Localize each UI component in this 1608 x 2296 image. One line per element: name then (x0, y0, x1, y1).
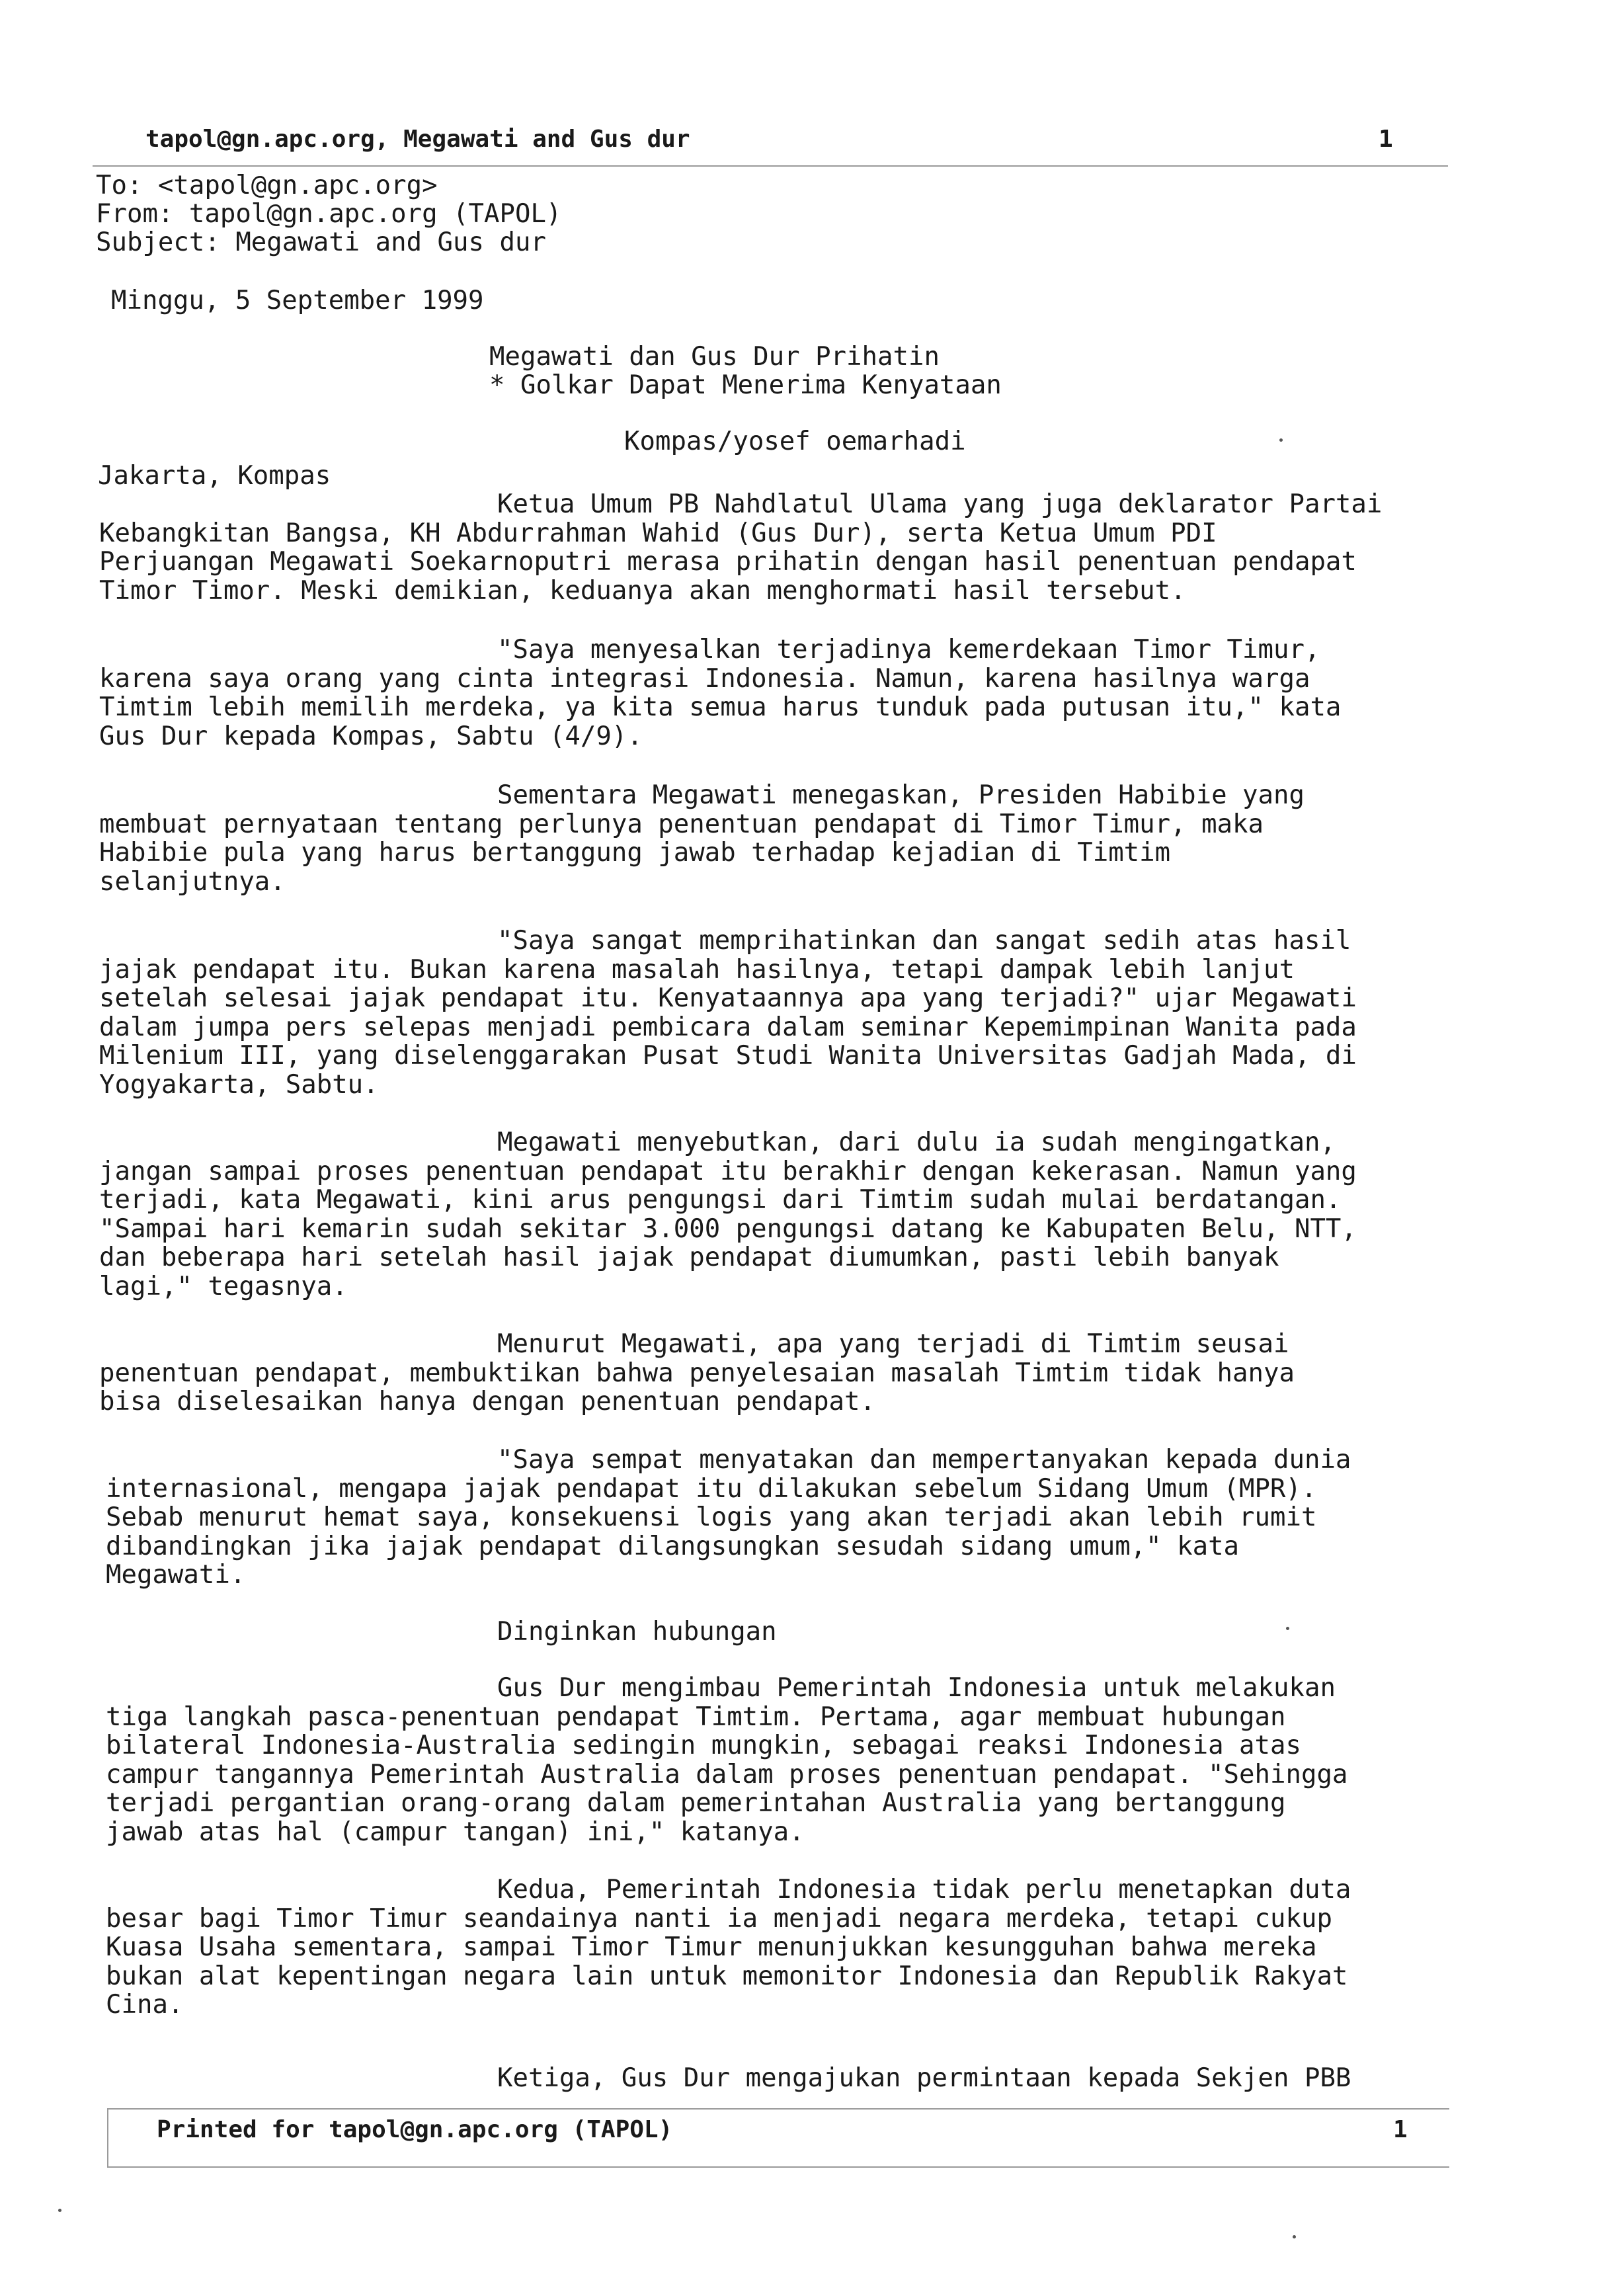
paragraph-line: dan beberapa hari setelah hasil jajak pendapat diumumkan, pasti lebih banyak (99, 1243, 1279, 1272)
paragraph-first-line: Ketiga, Gus Dur mengajukan permintaan kepada Sekjen PBB (497, 2063, 1351, 2093)
paragraph-line: jajak pendapat itu. Bukan karena masalah hasilnya, tetapi dampak lebih lanjut (99, 954, 1295, 985)
paragraph-line: Timtim lebih memilih merdeka, ya kita semua harus tunduk pada putusan itu," kata (99, 692, 1342, 722)
paragraph-line: "Sampai hari kemarin sudah sekitar 3.000 pengungsi datang ke Kabupaten Belu, NTT, (99, 1213, 1357, 1244)
header-page-number: 1 (1379, 126, 1393, 153)
paragraph-line: terjadi, kata Megawati, kini arus pengungsi dari Timtim sudah mulai berdatangan. (99, 1185, 1342, 1215)
paragraph-line: Milenium III, yang diselenggarakan Pusat Studi Wanita Universitas Gadjah Mada, di (99, 1041, 1357, 1071)
header-rule (93, 165, 1448, 167)
footer-bracket (107, 2108, 108, 2168)
paragraph-line: campur tangannya Pemerintah Australia dalam proses penentuan pendapat. "Sehingga (106, 1759, 1348, 1789)
paragraph-line: penentuan pendapat, membuktikan bahwa penyelesaian masalah Timtim tidak hanya (99, 1358, 1295, 1388)
paragraph-line: membuat pernyataan tentang perlunya penentuan pendapat di Timor Timur, maka (99, 809, 1264, 839)
paragraph-line: Megawati. (106, 1560, 246, 1590)
subheadline: * Golkar Dapat Menerima Kenyataan (489, 370, 1002, 400)
scan-speck (58, 2209, 61, 2212)
paragraph-line: jangan sampai proses penentuan pendapat itu berakhir dengan kekerasan. Namun yang (99, 1156, 1357, 1186)
paragraph-first-line: Ketua Umum PB Nahdlatul Ulama yang juga deklarator Partai (497, 489, 1383, 519)
paragraph-line: setelah selesai jajak pendapat itu. Kenyataannya apa yang terjadi?" ujar Megawati (99, 983, 1357, 1013)
paragraph-first-line: "Saya menyesalkan terjadinya kemerdekaan Timor Timur, (497, 635, 1320, 665)
footer-page-number: 1 (1393, 2116, 1408, 2143)
paragraph-first-line: Menurut Megawati, apa yang terjadi di Timtim seusai (497, 1329, 1289, 1359)
paragraph-line: Sebab menurut hemat saya, konsekuensi logis yang akan terjadi akan lebih rumit (106, 1502, 1317, 1532)
paragraph-first-line: "Saya sangat memprihatinkan dan sangat sedih atas hasil (497, 926, 1351, 956)
paragraph-first-line: "Saya sempat menyatakan dan mempertanyakan kepada dunia (497, 1445, 1351, 1475)
paragraph-line: tiga langkah pasca-penentuan pendapat Timtim. Pertama, agar membuat hubungan (106, 1702, 1286, 1732)
paragraph-first-line: Dinginkan hubungan (497, 1617, 777, 1647)
email-subject: Subject: Megawati and Gus dur (96, 227, 546, 257)
paragraph-line: Kuasa Usaha sementara, sampai Timor Timur menunjukkan kesungguhan bahwa mereka (106, 1932, 1317, 1962)
place-line: Jakarta, Kompas (98, 461, 331, 491)
paragraph-line: besar bagi Timor Timur seandainya nanti ia menjadi negara merdeka, tetapi cukup (106, 1903, 1332, 1934)
paragraph-line: bilateral Indonesia-Australia sedingin mungkin, sebagai reaksi Indonesia atas (106, 1731, 1301, 1760)
footer-rule-top (107, 2108, 1449, 2110)
paragraph-line: karena saya orang yang cinta integrasi Indonesia. Namun, karena hasilnya warga (99, 663, 1310, 694)
paragraph-line: Habibie pula yang harus bertanggung jawab terhadap kejadian di Timtim (99, 838, 1171, 868)
paragraph-line: Kebangkitan Bangsa, KH Abdurrahman Wahid (Gus Dur), serta Ketua Umum PDI (99, 518, 1217, 548)
paragraph-line: lagi," tegasnya. (99, 1271, 348, 1301)
paragraph-line: Yogyakarta, Sabtu. (99, 1069, 379, 1100)
photo-credit: Kompas/yosef oemarhadi (624, 427, 966, 456)
email-from: From: tapol@gn.apc.org (TAPOL) (96, 199, 562, 229)
paragraph-line: Perjuangan Megawati Soekarnoputri merasa prihatin dengan hasil penentuan pendapat (99, 547, 1357, 577)
scan-speck (1293, 2235, 1296, 2238)
paragraph-line: bukan alat kepentingan negara lain untuk memonitor Indonesia dan Republik Rakyat (106, 1961, 1348, 1991)
headline: Megawati dan Gus Dur Prihatin (489, 342, 940, 372)
paragraph-line: dalam jumpa pers selepas menjadi pembicara dalam seminar Kepemimpinan Wanita pada (99, 1012, 1357, 1042)
paragraph-line: Gus Dur kepada Kompas, Sabtu (4/9). (99, 721, 643, 751)
paragraph-line: jawab atas hal (campur tangan) ini," katanya. (106, 1817, 805, 1847)
paragraph-first-line: Kedua, Pemerintah Indonesia tidak perlu menetapkan duta (497, 1875, 1351, 1905)
scan-speck (1279, 438, 1283, 442)
email-to: To: <tapol@gn.apc.org> (96, 171, 438, 200)
paragraph-line: bisa diselesaikan hanya dengan penentuan pendapat. (99, 1387, 875, 1416)
paragraph-line: Cina. (106, 1990, 184, 2020)
paragraph-line: terjadi pergantian orang-orang dalam pemerintahan Australia yang bertanggung (106, 1788, 1286, 1818)
scan-speck (1286, 1627, 1289, 1630)
dateline: Minggu, 5 September 1999 (111, 286, 484, 315)
paragraph-line: internasional, mengapa jajak pendapat itu dilakukan sebelum Sidang Umum (MPR). (106, 1473, 1317, 1504)
paragraph-line: dibandingkan jika jajak pendapat dilangsungkan sesudah sidang umum," kata (106, 1531, 1240, 1561)
paragraph-line: selanjutnya. (99, 866, 286, 897)
header-title: tapol@gn.apc.org, Megawati and Gus dur (145, 126, 690, 153)
paragraph-first-line: Gus Dur mengimbau Pemerintah Indonesia untuk melakukan (497, 1673, 1336, 1703)
footer-printed-for: Printed for tapol@gn.apc.org (TAPOL) (157, 2116, 673, 2143)
footer-rule-bottom (107, 2166, 1449, 2168)
paragraph-first-line: Sementara Megawati menegaskan, Presiden Habibie yang (497, 780, 1305, 810)
paragraph-first-line: Megawati menyebutkan, dari dulu ia sudah mengingatkan, (497, 1128, 1336, 1157)
paragraph-line: Timor Timor. Meski demikian, keduanya akan menghormati hasil tersebut. (99, 575, 1186, 606)
